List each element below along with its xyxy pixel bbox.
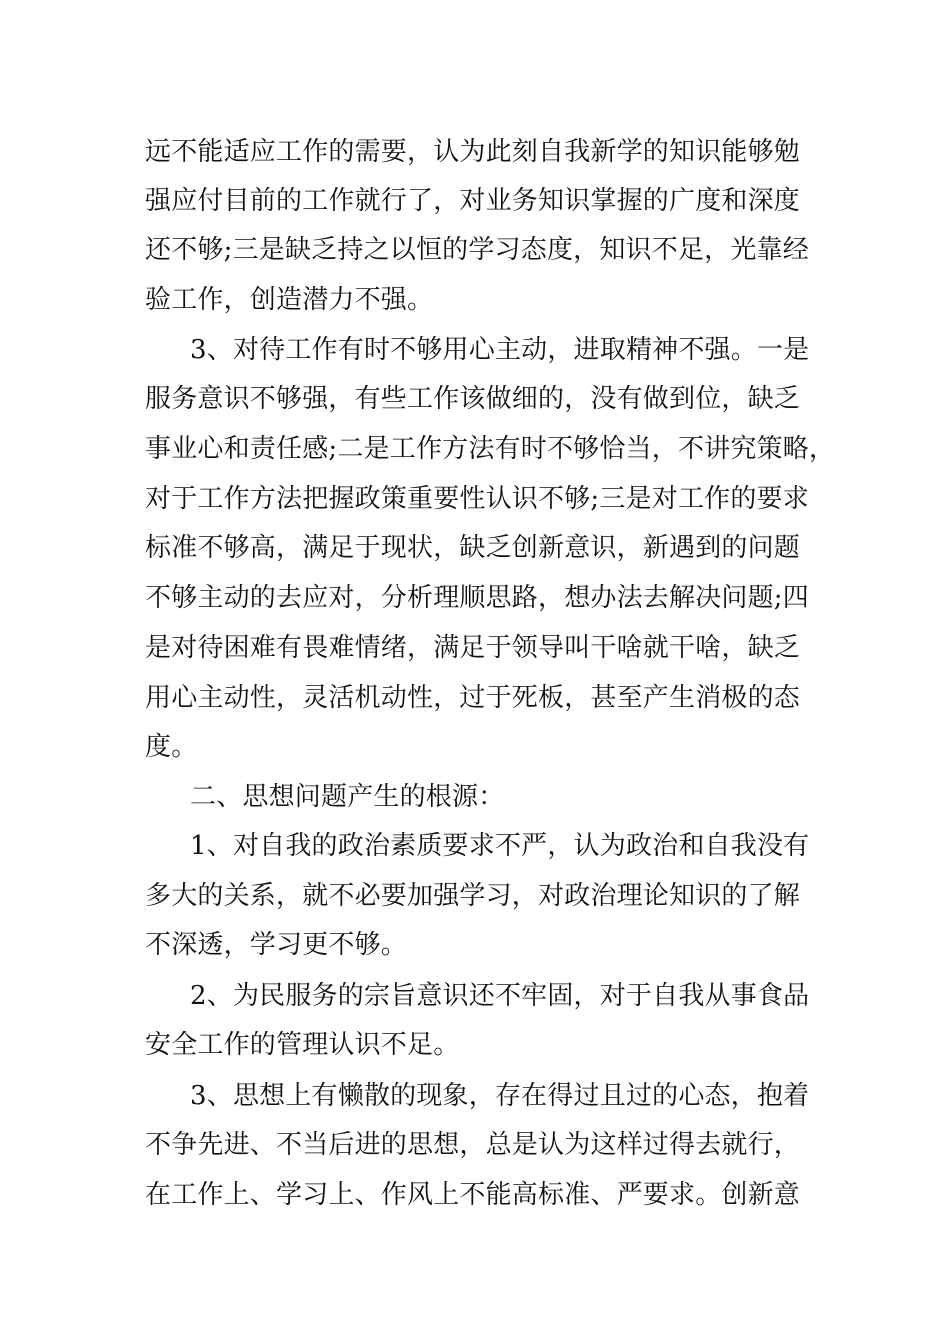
paragraph-start-line: 3、对待工作有时不够用心主动，进取精神不强。一是 [190, 335, 810, 365]
text-line: 在工作上、学习上、作风上不能高标准、严要求。创新意 [145, 1180, 801, 1210]
text-line: 对于工作方法把握政策重要性认识不够;三是对工作的要求 [145, 484, 809, 514]
section-heading: 二、思想问题产生的根源： [190, 782, 505, 812]
text-line: 验工作，创造潜力不强。 [145, 285, 434, 315]
text-line: 度。 [145, 732, 198, 762]
paragraph-start-line: 3、思想上有懒散的现象，存在得过且过的心态，抱着 [190, 1081, 810, 1111]
paragraph-start-line: 2、为民服务的宗旨意识还不牢固，对于自我从事食品 [190, 981, 810, 1011]
text-line: 远不能适应工作的需要，认为此刻自我新学的知识能够勉 [145, 137, 801, 167]
paragraph-start-line: 1、对自我的政治素质要求不严，认为政治和自我没有 [190, 831, 810, 861]
text-line: 不争先进、不当后进的思想，总是认为这样过得去就行， [145, 1130, 801, 1160]
text-line: 还不够;三是缺乏持之以恒的学习态度，知识不足，光靠经 [145, 235, 809, 265]
text-line: 服务意识不够强，有些工作该做细的，没有做到位，缺乏 [145, 384, 801, 414]
text-line: 强应付目前的工作就行了，对业务知识掌握的广度和深度 [145, 186, 801, 216]
text-line: 是对待困难有畏难情绪，满足于领导叫干啥就干啥，缺乏 [145, 633, 801, 663]
text-line: 事业心和责任感;二是工作方法有时不够恰当，不讲究策略， [145, 434, 836, 464]
text-line: 用心主动性，灵活机动性，过于死板，甚至产生消极的态 [145, 683, 801, 713]
text-line: 不深透，学习更不够。 [145, 930, 408, 960]
text-line: 不够主动的去应对，分析理顺思路，想办法去解决问题;四 [145, 583, 809, 613]
text-line: 安全工作的管理认识不足。 [145, 1030, 460, 1060]
text-line: 多大的关系，就不必要加强学习，对政治理论知识的了解 [145, 881, 801, 911]
text-line: 标准不够高，满足于现状，缺乏创新意识，新遇到的问题 [145, 533, 801, 563]
